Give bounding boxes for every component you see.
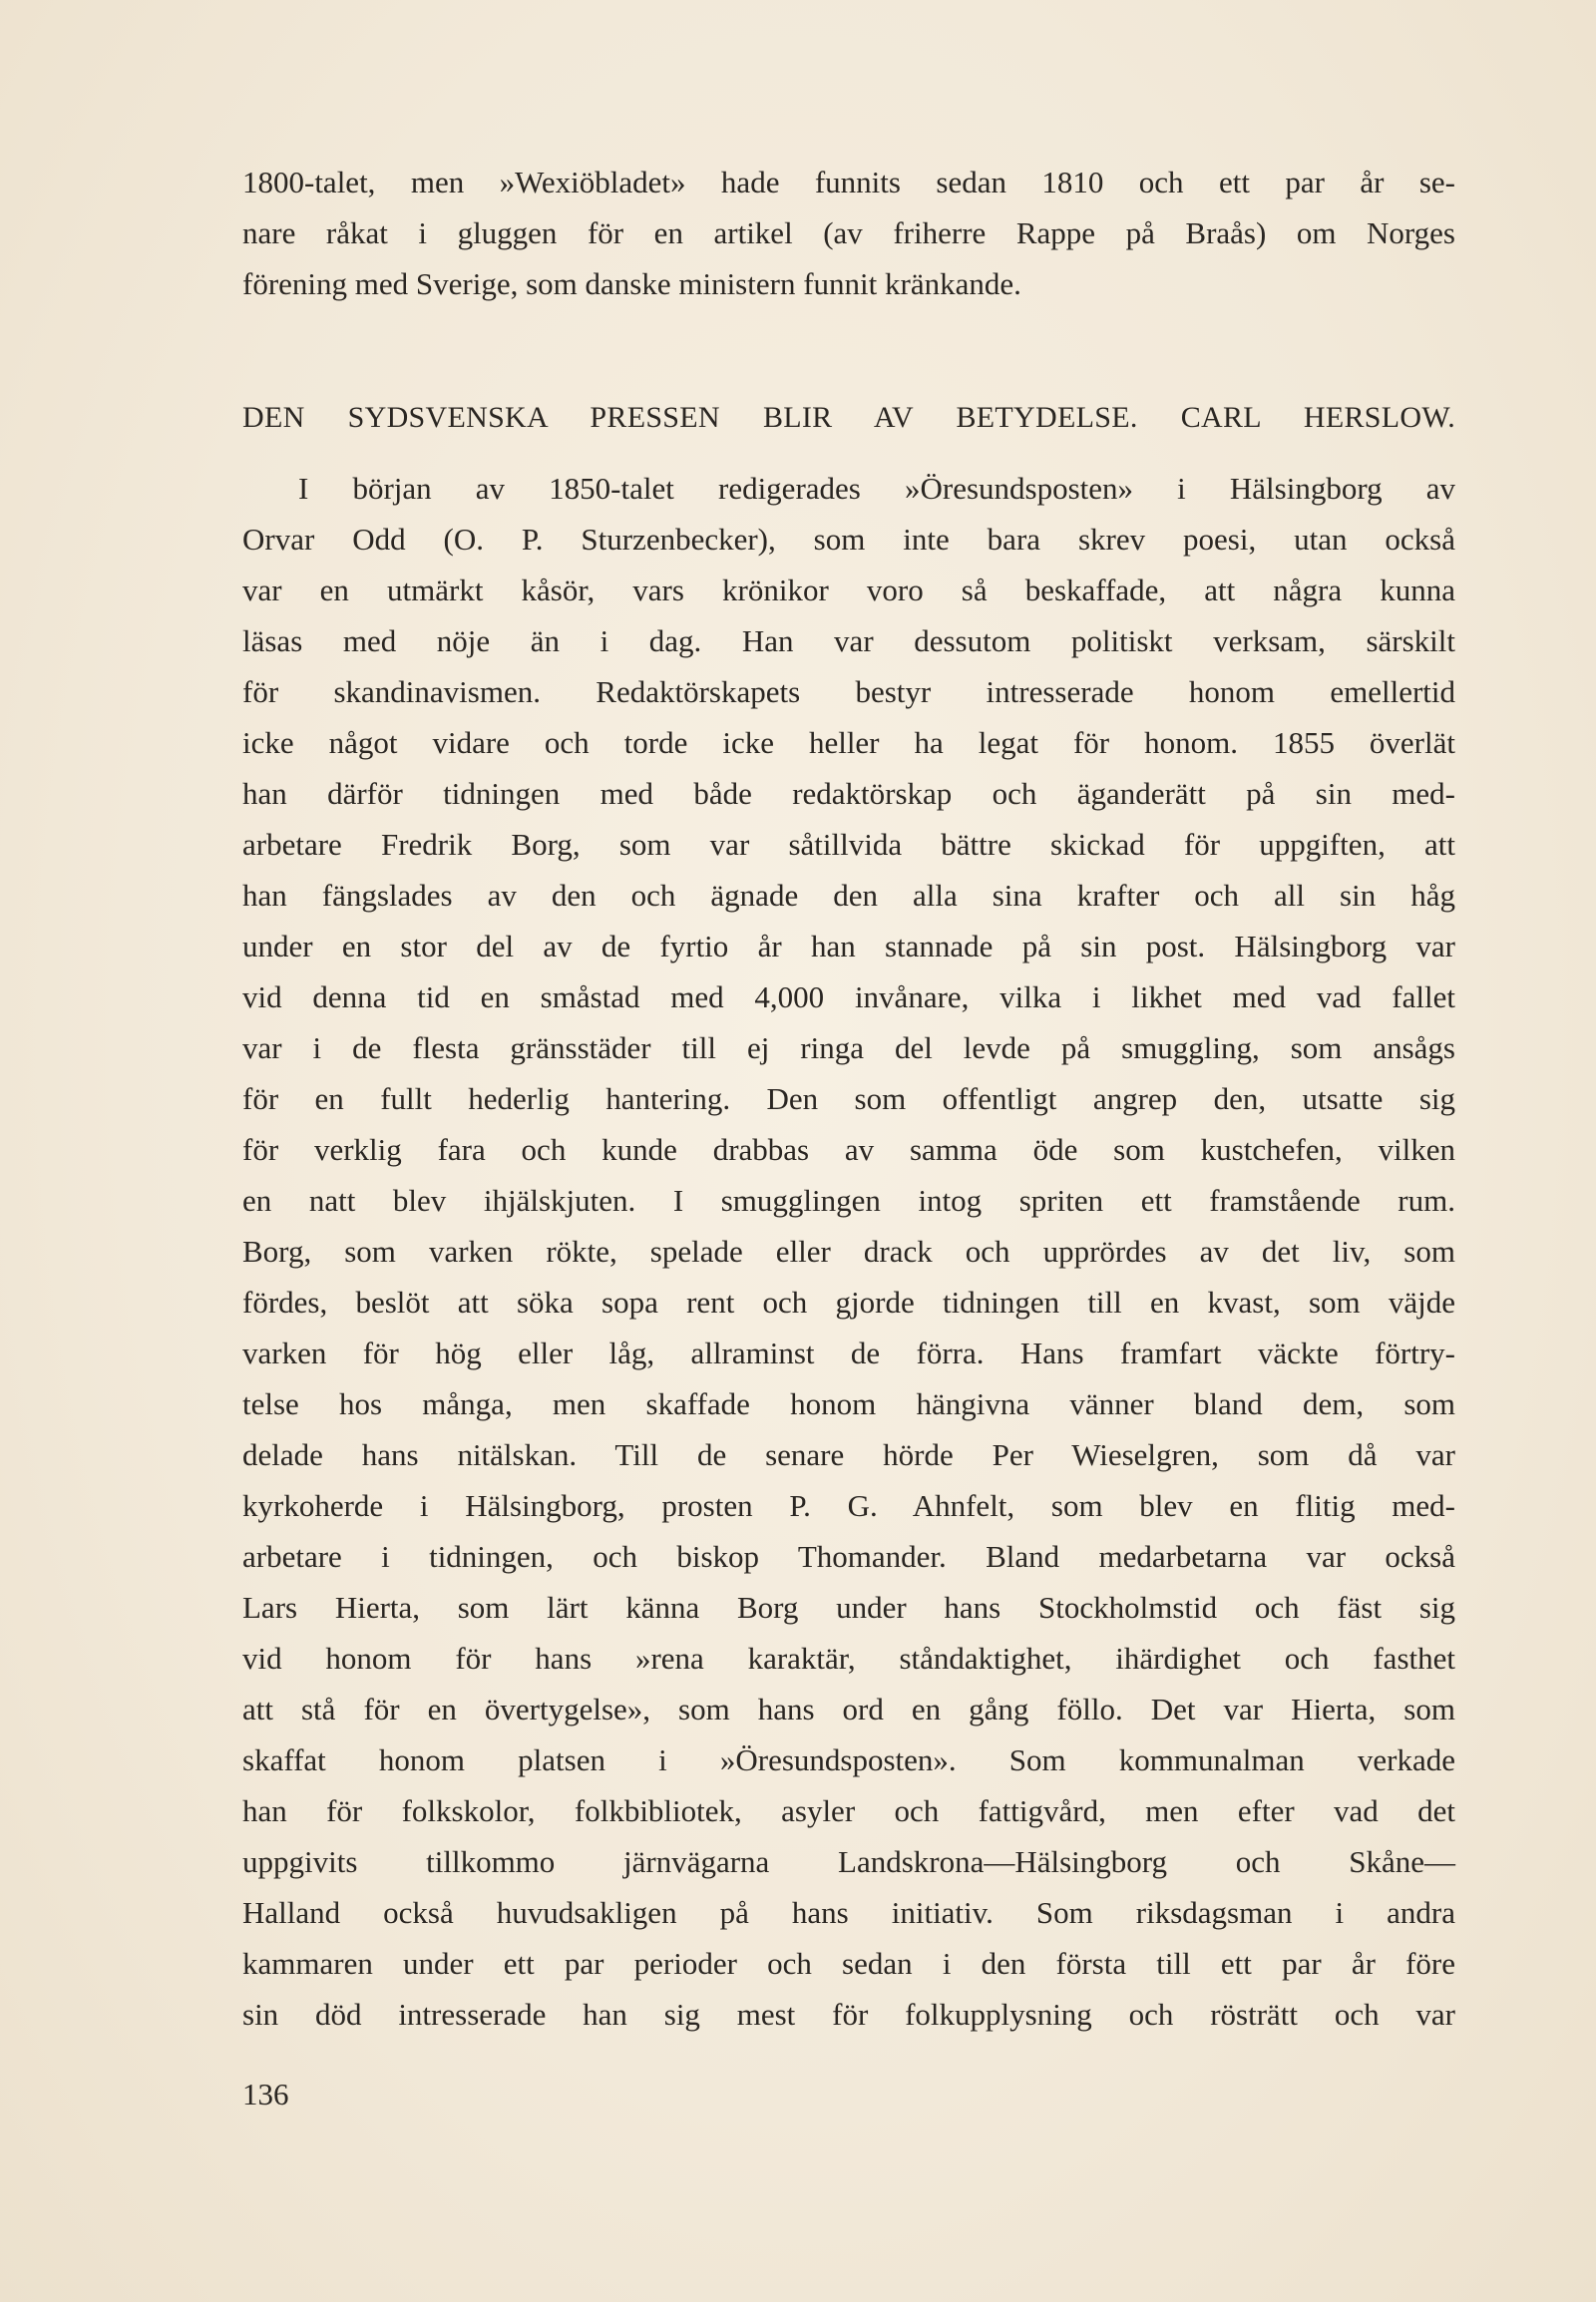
text-line: han därför tidningen med både redaktörskap och äganderätt på sin med- [242,776,1455,811]
text-line: Borg, som varken rökte, spelade eller drack och upprördes av det liv, som [242,1234,1455,1269]
text-line: I början av 1850-talet redigerades »Öresundsposten» i Hälsingborg av [298,471,1455,506]
text-line: förening med Sverige, som danske ministern funnit kränkande. [242,266,1021,301]
text-line: icke något vidare och torde icke heller ha legat för honom. 1855 överlät [242,725,1455,760]
text-line: Lars Hierta, som lärt känna Borg under hans Stockholmstid och fäst sig [242,1590,1455,1625]
text-line: uppgivits tillkommo järnvägarna Landskrona—Hälsingborg och Skåne— [242,1844,1455,1879]
text-line: Orvar Odd (O. P. Sturzenbecker), som inte bara skrev poesi, utan också [242,522,1455,557]
text-line: varken för hög eller låg, allraminst de förra. Hans framfart väckte förtry- [242,1336,1455,1370]
text-line: arbetare i tidningen, och biskop Thomander. Bland medarbetarna var också [242,1539,1455,1574]
section-heading: DEN SYDSVENSKA PRESSEN BLIR AV BETYDELSE. CARL HERSLOW. [242,401,1455,434]
text-line: för skandinavismen. Redaktörskapets bestyr intresserade honom emellertid [242,674,1455,709]
text-line: var i de flesta gränsstäder till ej ringa del levde på smuggling, som ansågs [242,1030,1455,1065]
text-line: arbetare Fredrik Borg, som var såtillvida bättre skickad för uppgiften, att [242,827,1455,862]
text-line: delade hans nitälskan. Till de senare hörde Per Wieselgren, som då var [242,1437,1455,1472]
text-line: läsas med nöje än i dag. Han var dessutom politiskt verksam, särskilt [242,623,1455,658]
text-line: telse hos många, men skaffade honom hängivna vänner bland dem, som [242,1386,1455,1421]
text-line: vid denna tid en småstad med 4,000 invånare, vilka i likhet med vad fallet [242,979,1455,1014]
body-paragraph [242,463,1455,2040]
text-line: under en stor del av de fyrtio år han stannade på sin post. Hälsingborg var [242,929,1455,963]
text-line: skaffat honom platsen i »Öresundsposten». Som kommunalman verkade [242,1742,1455,1777]
page-number: 136 [242,2077,289,2111]
text-line: var en utmärkt kåsör, vars krönikor voro så beskaffade, att några kunna [242,573,1455,607]
text-line: vid honom för hans »rena karaktär, ståndaktighet, ihärdighet och fasthet [242,1641,1455,1676]
text-line: kyrkoherde i Hälsingborg, prosten P. G. Ahnfelt, som blev en flitig med- [242,1488,1455,1523]
text-line: 1800-talet, men »Wexiöbladet» hade funnits sedan 1810 och ett par år se- [242,165,1455,199]
text-line: fördes, beslöt att söka sopa rent och gjorde tidningen till en kvast, som väjde [242,1285,1455,1320]
text-line: att stå för en övertygelse», som hans ord en gång föllo. Det var Hierta, som [242,1692,1455,1726]
text-line: för en fullt hederlig hantering. Den som offentligt angrep den, utsatte sig [242,1081,1455,1116]
text-line: för verklig fara och kunde drabbas av samma öde som kustchefen, vilken [242,1132,1455,1167]
text-line: Halland också huvudsakligen på hans initiativ. Som riksdagsman i andra [242,1895,1455,1930]
text-line: han fängslades av den och ägnade den alla sina krafter och all sin håg [242,878,1455,913]
text-line: han för folkskolor, folkbibliotek, asyler och fattigvård, men efter vad det [242,1793,1455,1828]
text-line: en natt blev ihjälskjuten. I smugglingen intog spriten ett framstående rum. [242,1183,1455,1218]
text-line: kammaren under ett par perioder och sedan i den första till ett par år före [242,1946,1455,1981]
text-line: nare råkat i gluggen för en artikel (av friherre Rappe på Braås) om Norges [242,215,1455,250]
intro-paragraph [242,157,1455,309]
text-line: sin död intresserade han sig mest för folkupplysning och rösträtt och var [242,1997,1455,2032]
